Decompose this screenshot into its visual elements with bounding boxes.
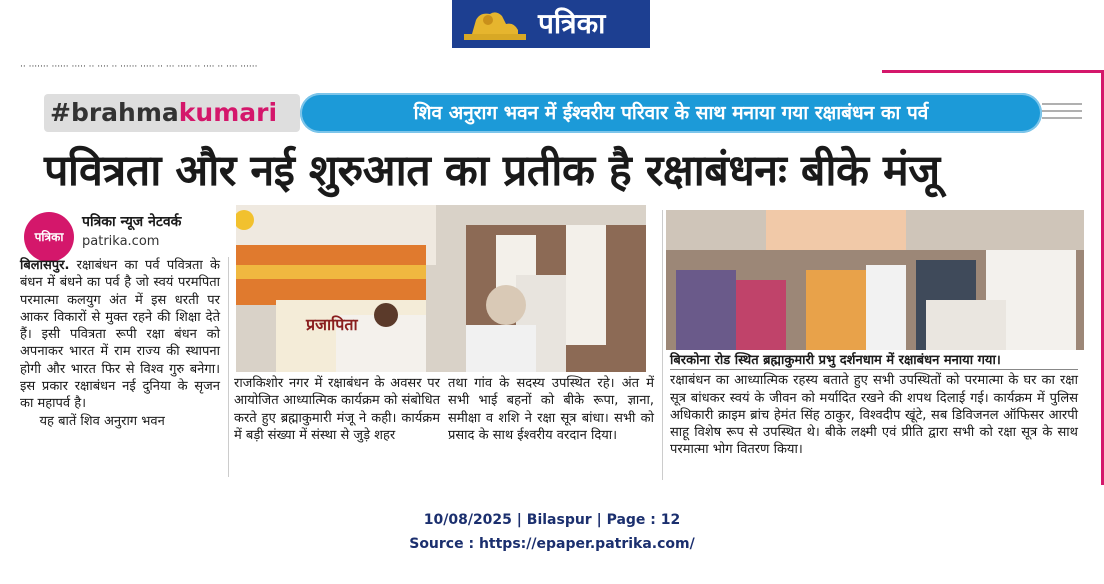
sub-headline-banner: शिव अनुराग भवन में ईश्वरीय परिवार के साथ मनाया गया रक्षाबंधन का पर्व [300,93,1042,133]
patrika-logo[interactable] [452,0,650,48]
clipped-text-strip: ·· ······· ······ ····· ·· ···· ·· ······ ····· ·· ··· ····· ·· ···· ·· ···· ······ [20,62,258,72]
article-column-1 [20,257,220,430]
byline-site: patrika.com [82,234,160,249]
topic-tag-suffix: kumari [178,98,278,127]
divider [1042,110,1082,112]
photo-banner-text: प्रजापिता [306,315,358,334]
frame-border-top [882,70,1104,73]
patrika-badge-icon: पत्रिका [24,212,74,262]
photo-caption: बिरकोना रोड स्थित ब्रह्माकुमारी प्रभु दर्शनधाम में रक्षाबंधन मनाया गया। [670,352,1078,370]
article-column-4 [670,352,1078,459]
topic-tag-prefix: #brahma [50,98,179,127]
event-photo-1-drawing [236,205,646,372]
article-text: राजकिशोर नगर में रक्षाबंधन के अवसर पर आयोजित आध्यात्मिक कार्यक्रम को संबोधित करते हुए ब्रह्माकुमारी मंजू ने कही। कार्यक्रम में बड़ी संख्या में संस्था से जुड़े शहर [234,376,440,443]
topic-tag [44,94,300,132]
dateline: बिलासपुर. [20,258,70,273]
event-photo-1 [236,205,646,372]
event-photo-2-drawing [666,210,1084,350]
lion-emblem-icon [462,6,528,42]
article-text: तथा गांव के सदस्य उपस्थित रहे। अंत में सभी भाई बहनों को बीके रूपा, ज्ञाना, समीक्षा व शशि ने रक्षा सूत्र बांधा। सभी को प्रसाद के साथ ईश्वरीय वरदान दिया। [448,376,654,443]
article-column-2 [234,375,440,444]
divider [1042,117,1082,119]
source-link[interactable]: Source : https://epaper.patrika.com/ [409,536,695,552]
column-divider [662,210,663,480]
edition-info: 10/08/2025 | Bilaspur | Page : 12 [423,512,681,528]
divider [1042,103,1082,105]
logo-wordmark: पत्रिका [538,7,606,40]
article-text: रक्षाबंधन का आध्यात्मिक रहस्य बताते हुए सभी उपस्थितों को परमात्मा के घर का रक्षा सूत्र बांधकर स्वयं के जीवन को मर्यादित रखने की शपथ दिलाई गई। कार्यक्रम में पुलिस अधिकारी क्राइम ब्रांच हेमंत सिंह ठाकुर, विश्वदीप खूंटे, सब डिविजनल ऑफिसर आरपी साहू विशेष रूप से उपस्थित थे। बीके लक्ष्मी एवं प्रीति द्वारा सभी को रक्षा सूत्र के साथ परमात्मा भोग वितरण किया। [670,373,1078,458]
article-column-3 [448,375,654,444]
headline: पवित्रता और नई शुरुआत का प्रतीक है रक्षाबंधनः बीके मंजू [44,146,940,196]
byline-name: पत्रिका न्यूज नेटवर्क [82,214,182,230]
event-photo-2 [666,210,1084,350]
article-text: यह बातें शिव अनुराग भवन [39,413,165,429]
article-text: रक्षाबंधन का पर्व पवित्रता के बंधन में बंधने का पर्व है जो स्वयं परमपिता परमात्मा कलयुग अंत में इस धरती पर आकर विकारों से मुक्त रहने की शिक्षा देते हैं। इसी पवित्रता रूपी रक्षा बंधन को अपनाकर भारत में राम राज्य की स्थापना होगी और भारत फिर से विश्व गुरु बनेगा। इस प्रकार रक्षाबंधन नई दुनिया के सृजन का महापर्व है। [20,258,220,412]
column-divider [228,257,229,477]
